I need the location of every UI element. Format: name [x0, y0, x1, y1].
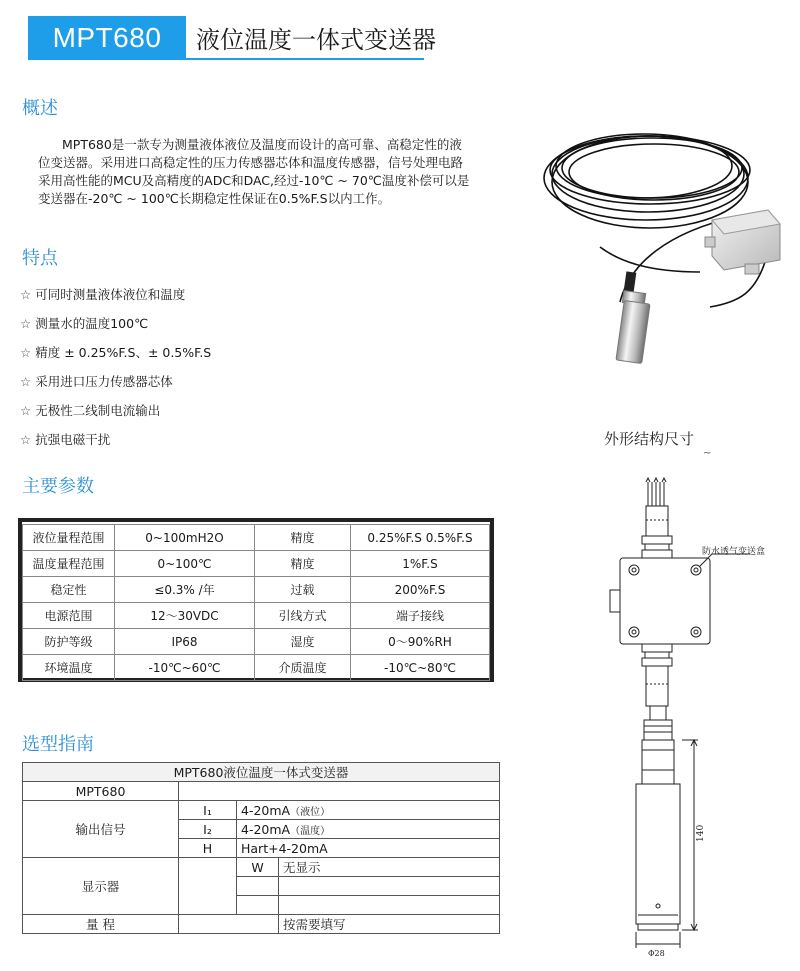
star-icon: ☆ — [20, 403, 32, 418]
table-row: MPT680液位温度一体式变送器 — [23, 763, 500, 782]
overview-line: 位变送器。采用进口高稳定性的压力传感器芯体和温度传感器，信号处理电路 — [38, 155, 464, 170]
table-row: 量 程 按需要填写 — [23, 915, 500, 934]
page-title: 液位温度一体式变送器 — [196, 26, 436, 54]
table-row: H Hart+4-20mA — [23, 839, 500, 858]
table-row: 防护等级 IP68 湿度 0～90%RH — [23, 629, 490, 655]
feature-item: ☆ 可同时测量液体液位和温度 — [20, 287, 186, 302]
overview-line: 变送器在-20℃ ~ 100℃长期稳定性保证在0.5%F.S以内工作。 — [38, 191, 391, 206]
overview-line: MPT680是一款专为测量液体液位及温度而设计的高可靠、高稳定性的液 — [62, 137, 462, 152]
dimension-drawing — [590, 470, 790, 965]
star-icon: ☆ — [20, 287, 32, 302]
table-row: 稳定性 ≤0.3% /年 过载 200%F.S — [23, 577, 490, 603]
table-row: 显示器 W 无显示 — [23, 858, 500, 877]
overview-text — [38, 136, 516, 208]
table-row: 电源范围 12～30VDC 引线方式 端子接线 — [23, 603, 490, 629]
product-photo — [530, 112, 790, 372]
title-underline — [186, 58, 424, 60]
table-row: 液位量程范围 0~100mH2O 精度 0.25%F.S 0.5%F.S — [23, 525, 490, 551]
overview-heading: 概述 — [22, 98, 58, 119]
height-dimension: 140 — [696, 824, 706, 842]
params-table — [22, 524, 490, 681]
feature-item: ☆ 精度 ± 0.25%F.S、± 0.5%F.S — [20, 345, 212, 360]
features-heading: 特点 — [22, 248, 58, 269]
star-icon: ☆ — [20, 432, 32, 447]
overview-line: 采用高性能的MCU及高精度的ADC和DAC,经过-10℃ ~ 70℃温度补偿可以是 — [38, 173, 470, 188]
feature-item: ☆ 无极性二线制电流输出 — [20, 403, 161, 418]
star-icon: ☆ — [20, 316, 32, 331]
star-icon: ☆ — [20, 345, 32, 360]
junction-box-label: 防水透气变送盒 — [702, 547, 766, 557]
table-row: 温度量程范围 0~100℃ 精度 1%F.S — [23, 551, 490, 577]
table-row: 输出信号 I₁ 4-20mA（液位） — [23, 801, 500, 820]
star-icon: ☆ — [20, 374, 32, 389]
params-heading: 主要参数 — [22, 476, 94, 497]
diameter-dimension: Φ28 — [648, 949, 665, 958]
feature-item: ☆ 抗强电磁干扰 — [20, 432, 111, 447]
dimension-heading: 外形结构尺寸 — [604, 430, 695, 448]
feature-item: ☆ 测量水的温度100℃ — [20, 316, 149, 331]
selection-heading: 选型指南 — [22, 734, 94, 755]
table-row: I₂ 4-20mA（温度） — [23, 820, 500, 839]
feature-item: ☆ 采用进口压力传感器芯体 — [20, 374, 173, 389]
junction-box — [705, 210, 780, 274]
table-row: 环境温度 -10℃~60℃ 介质温度 -10℃~80℃ — [23, 655, 490, 681]
model-tab: MPT680 — [28, 16, 186, 60]
selection-table — [22, 762, 500, 934]
sensor-probe — [616, 271, 650, 363]
table-row: MPT680 — [23, 782, 500, 801]
